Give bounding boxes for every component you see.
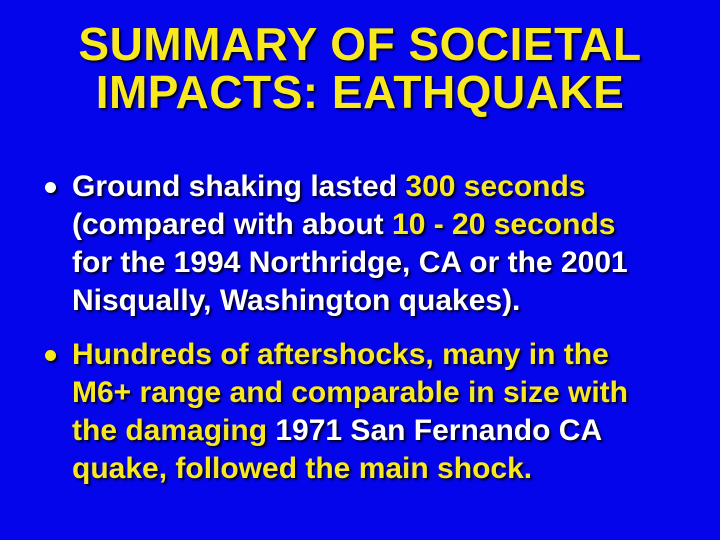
bullet-text-segment: Nisqually, Washington quakes).: [72, 284, 521, 317]
bullet-text-line: [72, 374, 696, 412]
bullet-text-segment: (compared with about: [72, 208, 393, 241]
slide-title-line-1: SUMMARY OF SOCIETAL: [78, 18, 642, 70]
bullet-text-segment: 300 seconds: [405, 170, 586, 203]
bullet-item: [72, 336, 696, 488]
bullet-text-segment: quake, followed the main shock.: [72, 452, 533, 485]
slide-title: [0, 0, 720, 116]
bullet-text-segment: Hundreds of aftershocks, many in the: [72, 338, 609, 371]
bullet-text-line: [72, 206, 696, 244]
bullet-text-line: [72, 450, 696, 488]
bullet-text-segment: the damaging: [72, 414, 276, 447]
bullet-list: [0, 168, 720, 488]
bullet-text-segment: M6+ range and comparable in size with: [72, 376, 628, 409]
bullet-item: [72, 168, 696, 320]
bullet-text-line: [72, 336, 696, 374]
slide-title-line-2: IMPACTS: EATHQUAKE: [95, 66, 625, 118]
bullet-text-line: [72, 412, 696, 450]
bullet-marker-icon: [45, 182, 56, 193]
bullet-marker-icon: [45, 350, 56, 361]
bullet-text-line: [72, 282, 696, 320]
bullet-text-segment: 10 - 20 seconds: [392, 208, 616, 241]
bullet-text-segment: Ground shaking lasted: [72, 170, 406, 203]
bullet-text-line: [72, 244, 696, 282]
bullet-text-line: [72, 168, 696, 206]
bullet-text-segment: for the 1994 Northridge, CA or the 2001: [72, 246, 628, 279]
bullet-text-segment: 1971 San Fernando CA: [275, 414, 603, 447]
